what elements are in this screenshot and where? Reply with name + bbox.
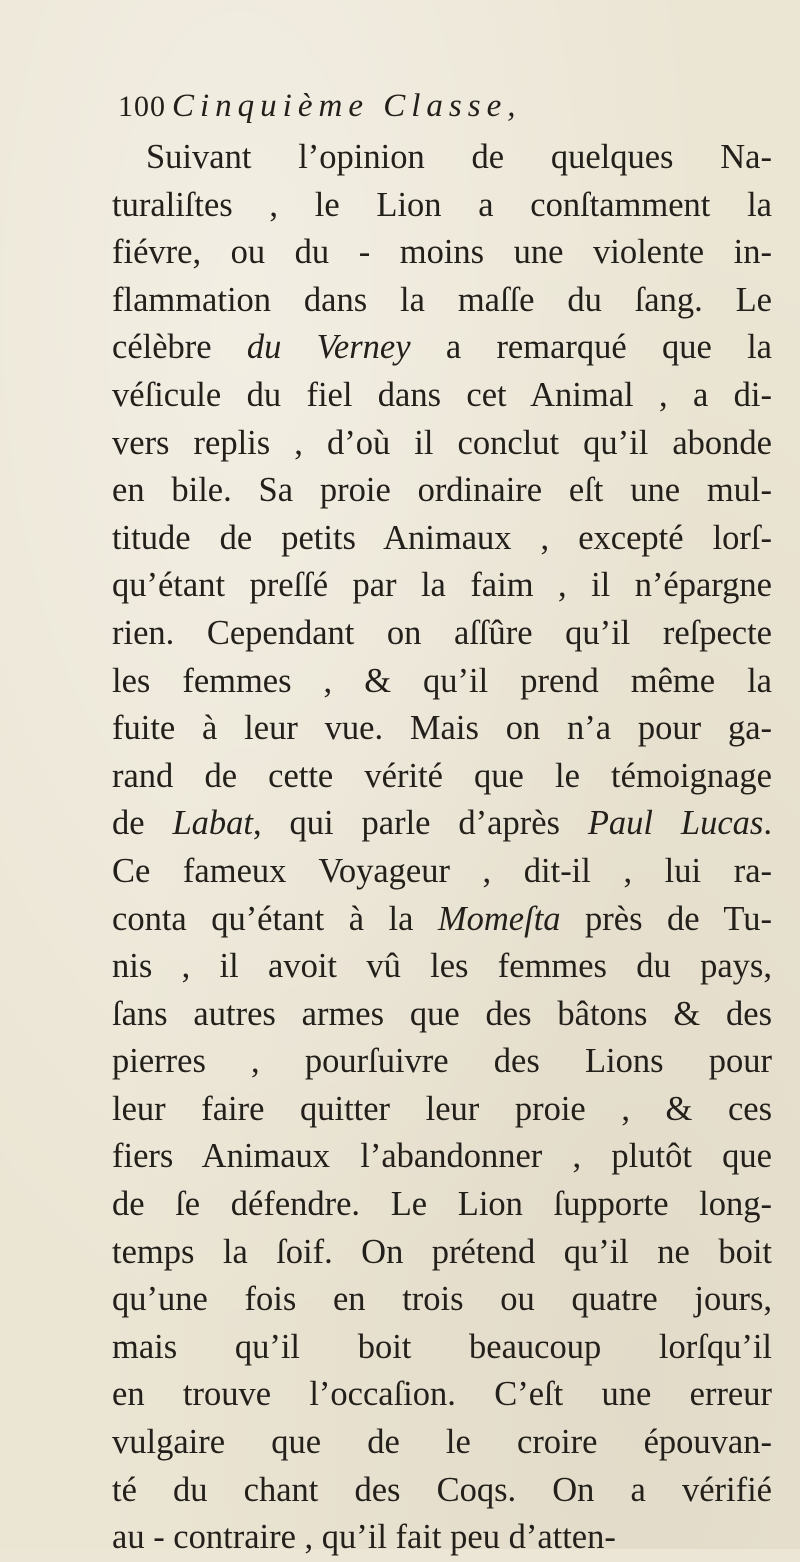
text-line [112,610,772,658]
text-line [112,1086,772,1134]
text-line [112,705,772,753]
text-line [112,1324,772,1372]
text-line [112,1467,772,1515]
text-segment: véſicule du fiel dans cet Animal , a di- [112,375,772,414]
text-segment: de ſe défendre. Le Lion ſupporte long- [112,1185,772,1224]
text-segment: les femmes , & qu’il prend même la [112,661,772,700]
text-line [112,1276,772,1324]
text-line [112,1038,772,1086]
text-segment: qu’une fois en trois ou quatre jours, [112,1280,772,1319]
text-segment: . [763,804,772,843]
text-line [112,991,772,1039]
page-number: 100 [118,90,166,123]
text-segment: fiévre, ou du - moins une violente in- [112,233,772,272]
text-line [112,1371,772,1419]
text-segment: , qui parle d’après [253,804,588,843]
running-head: Cinquième Classe, [172,88,522,124]
text-line [112,1229,772,1277]
text-line [112,134,772,182]
text-segment: près de Tu- [560,899,772,938]
text-segment: temps la ſoif. On prétend qu’il ne boit [112,1232,772,1271]
text-segment: pierres , pourſuivre des Lions pour [112,1042,772,1081]
italic-text: Labat [172,804,254,843]
italic-text: du Verney [246,328,411,367]
text-line [112,420,772,468]
text-segment: té du chant des Coqs. On a vérifié [112,1470,772,1509]
text-segment: vers replis , d’où il conclut qu’il abonde [112,423,772,462]
text-segment: célèbre [112,328,247,367]
text-segment: qu’étant preſſé par la faim , il n’épargne [112,566,772,605]
text-line [112,372,772,420]
text-segment: vulgaire que de le croire épouvan- [112,1423,772,1462]
text-line [112,753,772,801]
text-segment: mais qu’il boit beaucoup lorſqu’il [112,1327,772,1366]
text-segment: en bile. Sa proie ordinaire eſt une mul- [112,471,772,510]
text-line [112,1181,772,1229]
italic-text: Paul Lucas [587,804,764,843]
text-line [112,515,772,563]
text-segment: ſans autres armes que des bâtons & des [112,994,772,1033]
text-segment: flammation dans la maſſe du ſang. Le [112,280,772,319]
text-line [112,562,772,610]
text-segment: titude de petits Animaux , excepté lorſ- [112,518,772,557]
text-segment: leur faire quitter leur proie , & ces [112,1089,772,1128]
text-segment: fiers Animaux l’abandonner , plutôt que [112,1137,772,1176]
text-line [112,277,772,325]
text-line [112,943,772,991]
text-line [112,800,772,848]
text-segment: conta qu’étant à la [112,899,438,938]
text-segment: Ce fameux Voyageur , dit-il , lui ra- [112,851,772,890]
body-text [112,134,772,1562]
text-line [112,1514,772,1562]
text-line [112,182,772,230]
text-segment: a remarqué que la [410,328,772,367]
text-segment: rand de cette vérité que le témoignage [112,756,772,795]
page-header [118,88,758,132]
text-segment: fuite à leur vue. Mais on n’a pour ga- [112,709,772,748]
text-segment: de [112,804,173,843]
text-segment: Suivant l’opinion de quelques Na- [146,138,772,176]
text-line [112,896,772,944]
text-line [112,658,772,706]
text-segment: en trouve l’occaſion. C’eſt une erreur [112,1375,772,1414]
text-line [112,1133,772,1181]
text-segment: au - contraire , qu’il fait peu d’atten- [112,1518,616,1557]
italic-text: Momeſta [437,899,561,938]
text-line [112,1419,772,1467]
text-line [112,324,772,372]
text-line [112,229,772,277]
text-line [112,467,772,515]
text-segment: nis , il avoit vû les femmes du pays, [112,947,772,986]
text-segment: rien. Cependant on aſſûre qu’il reſpecte [112,613,772,652]
text-line [112,848,772,896]
text-segment: turaliſtes , le Lion a conſtamment la [112,185,772,224]
